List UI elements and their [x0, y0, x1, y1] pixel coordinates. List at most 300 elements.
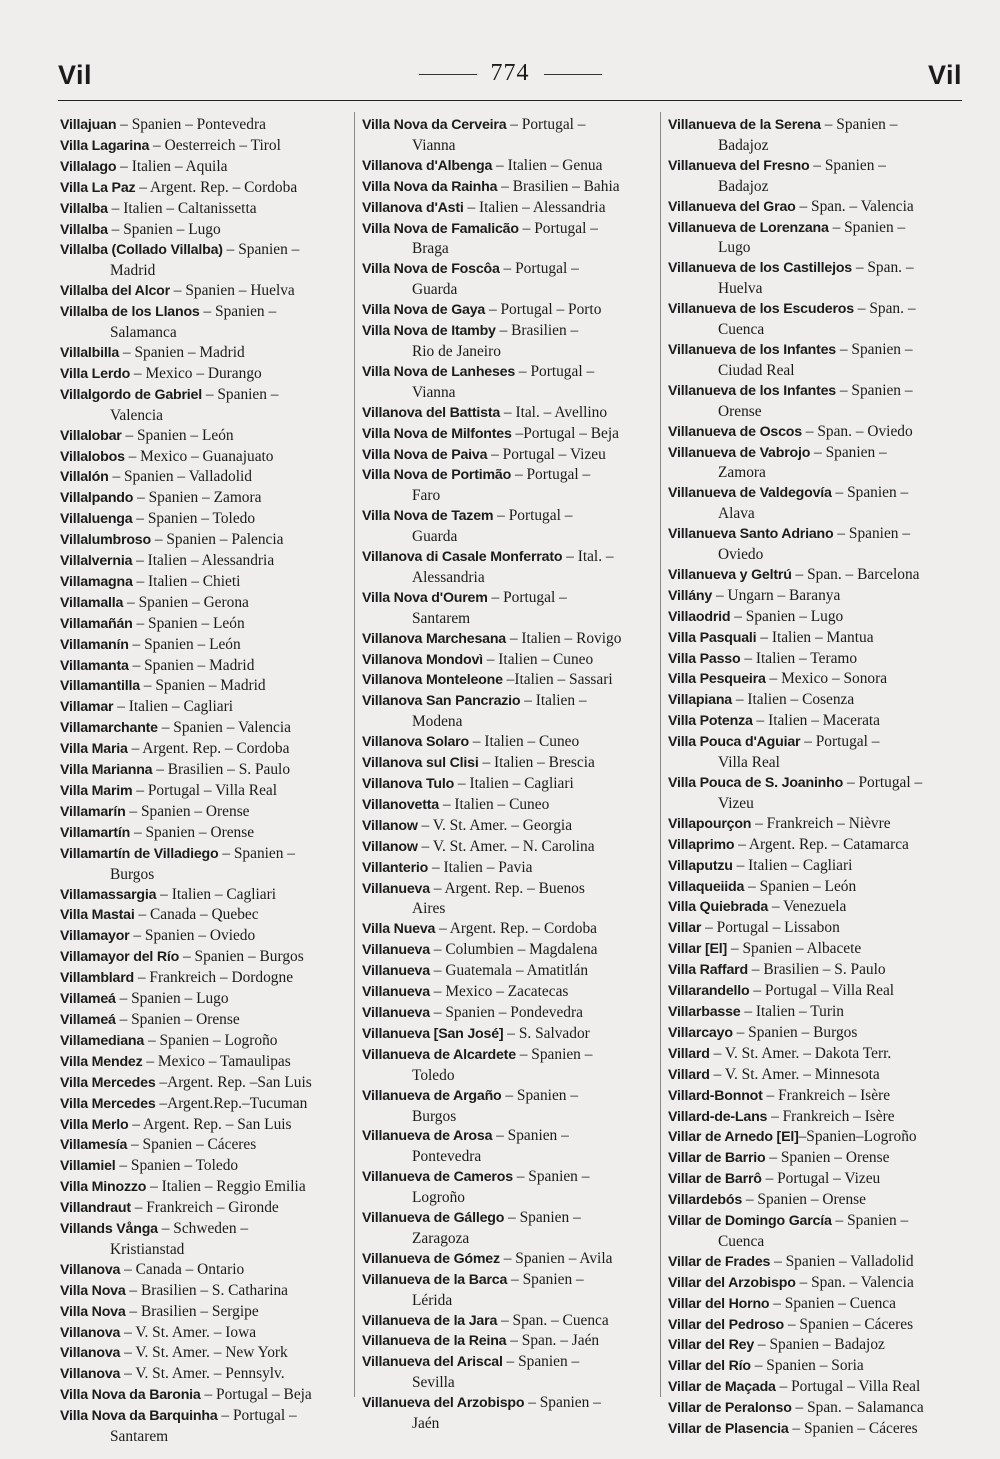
country-region: – Italien – Chieti — [132, 572, 241, 590]
gazetteer-entry — [362, 362, 652, 383]
country-region: – Spanien – Avila — [499, 1249, 613, 1267]
country-region: – Italien – Pavia — [428, 858, 533, 876]
country-region: – Brasilien – Bahia — [497, 177, 620, 195]
place-name: Villa Nova da Baronia — [60, 1387, 201, 1404]
place-name: Villanova Marchesana — [362, 630, 506, 647]
place-name: Villa Raffard — [668, 962, 748, 979]
gazetteer-entry — [668, 628, 964, 649]
country-region: – Argent. Rep. – Buenos — [429, 879, 585, 897]
gazetteer-entry — [60, 1073, 348, 1094]
country-region: – Spanien – Toledo — [115, 1157, 239, 1175]
country-region: – Spanien – León — [128, 635, 241, 653]
region-continuation: Huelva — [718, 280, 763, 298]
country-region: – V. St. Amer. – Iowa — [120, 1323, 257, 1341]
gazetteer-entry — [362, 465, 652, 486]
country-region: – Italien – Cagliari — [732, 856, 853, 874]
gazetteer-entry — [668, 1044, 964, 1065]
country-region: –Argent. Rep. –San Luis — [155, 1073, 312, 1091]
entry-continuation — [362, 712, 652, 732]
entry-continuation — [668, 545, 964, 565]
place-name: Villanueva de Gómez — [362, 1250, 500, 1267]
region-continuation: Sevilla — [412, 1374, 455, 1392]
country-region: – Spanien – — [507, 1270, 584, 1288]
country-region: – Frankreich – Nièvre — [751, 814, 891, 832]
gazetteer-entry — [668, 1065, 964, 1086]
place-name: Villanueva de Gállego — [362, 1210, 505, 1227]
place-name: Villar del Horno — [668, 1295, 770, 1312]
gazetteer-entry — [60, 926, 348, 947]
gazetteer-entry — [60, 530, 348, 551]
place-name: Villanova Tulo — [362, 776, 455, 792]
gazetteer-entry — [668, 649, 964, 670]
gazetteer-entry — [668, 814, 964, 835]
country-region: – Mexico – Tamaulipas — [142, 1052, 291, 1070]
place-name: Villanueva de los Castillejos — [668, 260, 852, 277]
place-name: Villanova sul Clisi — [362, 755, 479, 772]
gazetteer-entry — [60, 844, 348, 865]
gazetteer-entry — [60, 1406, 348, 1427]
place-name: Villanova Monteleone — [362, 672, 503, 689]
gazetteer-entry — [668, 690, 964, 711]
entry-continuation — [668, 361, 964, 381]
place-name: Villanueva de la Reina — [362, 1333, 507, 1350]
country-region: – Mexico – Guanajuato — [124, 447, 274, 465]
place-name: Villa Nova de Foscôa — [362, 261, 500, 278]
entry-continuation — [60, 261, 348, 281]
country-region: – Spanien – Palencia — [150, 531, 284, 549]
place-name: Villa La Paz — [60, 179, 136, 196]
entry-continuation — [60, 323, 348, 343]
place-name: Villamayor del Río — [60, 949, 180, 966]
country-region: – Spanien – Madrid — [139, 677, 266, 695]
country-region: – Portugal – — [511, 466, 591, 484]
country-region: – Frankreich – Isère — [762, 1086, 891, 1104]
gazetteer-entry — [60, 1135, 348, 1156]
gazetteer-entry — [362, 1045, 652, 1066]
country-region: – Italien – Genua — [492, 156, 603, 174]
gazetteer-entry — [668, 299, 964, 320]
country-region: – Portugal – — [518, 219, 598, 237]
place-name: Villa Mercedes — [60, 1074, 156, 1091]
region-continuation: Burgos — [110, 865, 155, 883]
gazetteer-entry — [362, 1167, 652, 1188]
country-region: – V. St. Amer. – Georgia — [417, 816, 573, 834]
place-name: Villanow — [362, 838, 418, 855]
column-divider-1 — [354, 112, 355, 1397]
country-region: – Span. – Valencia — [795, 197, 914, 215]
place-name: Villa Nova da Rainha — [362, 178, 498, 195]
country-region: – Spanien – — [218, 844, 296, 862]
entry-continuation — [362, 899, 652, 919]
place-name: Villamantilla — [60, 678, 140, 695]
gazetteer-entry — [668, 1148, 964, 1169]
entry-continuation — [362, 136, 652, 156]
country-region: – Portugal – Porto — [485, 301, 602, 319]
country-region: – Spanien – Lugo — [107, 220, 221, 238]
gazetteer-entry — [668, 1190, 964, 1211]
place-name: Villalgordo de Gabriel — [60, 386, 202, 403]
place-name: Villa Pouca d'Aguiar — [668, 734, 801, 751]
gazetteer-entry — [668, 1315, 964, 1336]
place-name: Villány — [668, 587, 713, 604]
country-region: – Span. – Salamanca — [791, 1399, 924, 1417]
gazetteer-entry — [60, 885, 348, 906]
gazetteer-entry — [60, 1031, 348, 1052]
gazetteer-entry — [60, 1177, 348, 1198]
country-region: – Spanien – Orense — [765, 1149, 890, 1167]
region-continuation: Cuenca — [718, 321, 765, 339]
region-continuation: Villa Real — [718, 754, 780, 772]
gazetteer-entry — [668, 1169, 964, 1190]
region-continuation: Oviedo — [718, 546, 764, 564]
country-region: – Spanien – Valladolid — [108, 468, 252, 486]
entry-continuation — [60, 406, 348, 426]
region-continuation: Santarem — [110, 1428, 169, 1446]
country-region: – Portugal – Villa Real — [132, 782, 278, 799]
place-name: Villalobar — [60, 427, 122, 444]
place-name: Villar de Domingo García — [668, 1213, 832, 1230]
country-region: – Spanien – — [515, 1045, 593, 1063]
country-region: – Mexico – Durango — [130, 364, 262, 382]
place-name: Villanueva y Geltrú — [668, 566, 792, 583]
country-region: – Portugal – — [515, 362, 595, 380]
gazetteer-entry — [668, 422, 964, 443]
gazetteer-entry — [668, 607, 964, 628]
country-region: – Italien – Mantua — [756, 628, 874, 646]
country-region: – Spanien – — [502, 1353, 580, 1371]
region-continuation: Faro — [412, 487, 441, 505]
place-name: Villalba — [60, 200, 108, 217]
region-continuation: Lugo — [718, 239, 751, 257]
gazetteer-entry — [668, 1356, 964, 1377]
gazetteer-entry — [668, 711, 964, 732]
country-region: – Spanien – — [524, 1394, 601, 1412]
gazetteer-entry — [362, 691, 652, 712]
country-region: – Spanien – Cáceres — [784, 1315, 914, 1333]
country-region: – Spanien – Lugo — [730, 607, 844, 625]
place-name: Villamartín — [60, 824, 131, 841]
gazetteer-entry — [362, 506, 652, 527]
gazetteer-entry — [668, 1023, 964, 1044]
country-region: – Brasilien – S. Paulo — [152, 761, 291, 779]
country-region: – Spanien – Madrid — [119, 343, 245, 361]
place-name: Villalvernia — [60, 553, 133, 570]
gazetteer-entry — [362, 629, 652, 650]
country-region: – Spanien – Pontevedra — [116, 116, 266, 133]
gazetteer-entry — [60, 240, 348, 261]
country-region: – Spanien – Lugo — [115, 990, 229, 1008]
country-region: – Italien – Teramo — [740, 649, 858, 667]
country-region: – Italien – Brescia — [478, 754, 595, 772]
country-region: – Spanien – Oviedo — [129, 927, 256, 945]
country-region: – Spanien – Logroño — [144, 1031, 278, 1049]
place-name: Villalba (Collado Villalba) — [60, 242, 223, 259]
gazetteer-entry — [60, 760, 348, 781]
gazetteer-entry — [60, 199, 348, 220]
column-2 — [362, 115, 652, 1434]
gazetteer-entry — [60, 343, 348, 364]
gazetteer-entry — [362, 1249, 652, 1270]
gazetteer-entry — [668, 1002, 964, 1023]
place-name: Villa Nova de Lanheses — [362, 363, 516, 380]
place-name: Villa Nova — [60, 1282, 126, 1299]
gazetteer-entry — [668, 856, 964, 877]
country-region: – Italien – Cagliari — [156, 885, 276, 903]
place-name: Villanueva de Oscos — [668, 423, 802, 440]
country-region: – Spanien – — [512, 1168, 590, 1186]
gazetteer-entry — [60, 656, 348, 677]
gazetteer-entry — [668, 258, 964, 279]
country-region: – Span. – — [851, 259, 914, 277]
place-name: Villar de Barrio — [668, 1150, 766, 1167]
place-name: Villa Nova de Tazem — [362, 508, 494, 525]
gazetteer-entry — [668, 1419, 964, 1440]
place-name: Villalba — [60, 221, 108, 238]
gazetteer-entry — [60, 905, 348, 926]
country-region: – Spanien – — [809, 156, 886, 174]
place-name: Villa Nova de Milfontes — [362, 425, 512, 442]
column-3 — [668, 115, 964, 1440]
entry-continuation — [362, 1066, 652, 1086]
country-region: – Argent. Rep. – Cordoba — [435, 920, 597, 938]
country-region: – Spanien – Orense — [742, 1191, 866, 1209]
entry-continuation — [362, 280, 652, 300]
country-region: – Frankreich – Gironde — [130, 1199, 279, 1217]
place-name: Villanueva del Ariscal — [362, 1354, 503, 1371]
country-region: – V. St. Amer. – Dakota Terr. — [709, 1044, 892, 1062]
gazetteer-entry — [60, 1156, 348, 1177]
country-region: – Spanien – — [492, 1127, 569, 1145]
place-name: Villanova di Casale Monferrato — [362, 549, 563, 566]
entry-continuation — [362, 239, 652, 259]
country-region: – Italien – Macerata — [752, 712, 881, 730]
place-name: Villa Pouca de S. Joaninho — [668, 775, 844, 791]
gazetteer-entry — [668, 524, 964, 545]
country-region: – Span. – Cuenca — [497, 1311, 609, 1329]
gazetteer-entry — [60, 1094, 348, 1115]
gazetteer-entry — [668, 1335, 964, 1356]
entry-continuation — [362, 527, 652, 547]
country-region: – Spanien – — [222, 241, 300, 259]
gazetteer-entry — [60, 178, 348, 199]
place-name: Villard — [668, 1066, 710, 1083]
place-name: Villanueva — [362, 942, 430, 959]
place-name: Villalón — [60, 469, 109, 486]
entry-continuation — [668, 794, 964, 814]
entry-continuation — [362, 1373, 652, 1393]
country-region: – Ital. – — [562, 548, 614, 566]
gazetteer-entry — [668, 897, 964, 918]
region-continuation: Cuenca — [718, 1232, 765, 1250]
country-region: – Spanien – Valencia — [157, 719, 291, 737]
country-region: – Portugal – — [217, 1407, 297, 1425]
country-region: – Mexico – Sonora — [765, 670, 888, 688]
place-name: Villard-de-Lans — [668, 1108, 768, 1125]
entry-continuation — [668, 320, 964, 340]
country-region: – Spanien – Huelva — [169, 282, 295, 300]
gazetteer-entry — [60, 572, 348, 593]
gazetteer-entry — [668, 197, 964, 218]
country-region: – Spanien – Toledo — [132, 510, 256, 528]
place-name: Villanueva de los Escuderos — [668, 301, 854, 318]
country-region: – Italien – Cagliari — [113, 698, 234, 716]
gazetteer-entry — [362, 403, 652, 424]
country-region: – Portugal – Beja — [200, 1386, 312, 1404]
place-name: Villanueva Santo Adriano — [668, 526, 834, 543]
place-name: Villanova — [60, 1345, 121, 1362]
gazetteer-entry — [60, 1198, 348, 1219]
country-region: – Italien – Caltanissetta — [107, 199, 257, 217]
entry-continuation — [362, 1147, 652, 1167]
place-name: Villanova del Battista — [362, 404, 501, 421]
place-name: Villanueva — [362, 984, 430, 1001]
country-region: – Portugal – — [499, 260, 579, 278]
gazetteer-entry — [668, 156, 964, 177]
country-region: – Portugal – — [487, 588, 567, 606]
country-region: – Spanien – Orense — [115, 1010, 240, 1028]
country-region: – Spanien – Cáceres — [127, 1136, 257, 1154]
country-region: – Portugal – — [843, 774, 923, 791]
entry-continuation — [362, 1107, 652, 1127]
header-right-catchword: Vil — [927, 60, 962, 90]
gazetteer-entry — [668, 483, 964, 504]
place-name: Villanueva de Vabrojo — [668, 444, 811, 461]
gazetteer-entry — [60, 676, 348, 697]
gazetteer-entry — [362, 219, 652, 240]
place-name: Villamarchante — [60, 720, 158, 737]
country-region: – Portugal – Lissabon — [701, 919, 840, 937]
gazetteer-entry — [60, 739, 348, 760]
gazetteer-entry — [362, 940, 652, 961]
header-left-catchword: Vil — [58, 60, 93, 90]
region-continuation: Zaragoza — [412, 1229, 470, 1247]
gazetteer-entry — [668, 939, 964, 960]
gazetteer-entry — [362, 1393, 652, 1414]
country-region: – Spanien – — [833, 525, 911, 543]
country-region: – Spanien – Cuenca — [769, 1294, 896, 1312]
gazetteer-entry — [60, 220, 348, 241]
gazetteer-entry — [60, 1323, 348, 1344]
place-name: Villamarín — [60, 803, 126, 820]
gazetteer-entry — [362, 156, 652, 177]
gazetteer-entry — [60, 1343, 348, 1364]
country-region: – Spanien – — [199, 303, 277, 321]
gazetteer-entry — [668, 918, 964, 939]
country-region: – Italien – Alessandria — [463, 198, 606, 216]
gazetteer-entry — [60, 1385, 348, 1406]
place-name: Villamblard — [60, 970, 135, 987]
place-name: Villamañán — [60, 615, 133, 632]
place-name: Villaqueiida — [668, 878, 745, 895]
country-region: – Spanien – Gerona — [123, 593, 249, 611]
country-region: – Frankreich – Isère — [767, 1107, 895, 1125]
gazetteer-entry — [60, 635, 348, 656]
country-region: – Oesterreich – Tirol — [149, 136, 281, 154]
gazetteer-entry — [60, 1260, 348, 1281]
gazetteer-entry — [362, 1352, 652, 1373]
place-name: Villarandello — [668, 983, 750, 1000]
country-region: – Spanien – Pondevedra — [429, 1003, 583, 1021]
place-name: Villar del Pedroso — [668, 1316, 784, 1333]
country-region: – Span. – — [853, 300, 916, 318]
gazetteer-entry — [60, 823, 348, 844]
place-name: Villar de Maçada — [668, 1379, 776, 1396]
gazetteer-entry — [362, 259, 652, 280]
gazetteer-entry — [362, 177, 652, 198]
place-name: Villanova Solaro — [362, 734, 469, 751]
place-name: Villalumbroso — [60, 532, 151, 549]
place-name: Villa Merlo — [60, 1116, 129, 1133]
entry-continuation — [60, 865, 348, 885]
place-name: Villands Vånga — [60, 1221, 158, 1238]
place-name: Villanueva de la Barca — [362, 1271, 508, 1288]
place-name: Villanova San Pancrazio — [362, 693, 521, 710]
country-region: – Span. – Valencia — [795, 1273, 914, 1291]
country-region: – V. St. Amer. – Pennsylv. — [120, 1365, 285, 1383]
place-name: Villapiana — [668, 692, 732, 709]
country-region: – Spanien – Orense — [130, 823, 255, 841]
place-name: Villa Marim — [60, 783, 133, 799]
gazetteer-entry — [668, 773, 964, 794]
gazetteer-entry — [362, 670, 652, 691]
gazetteer-entry — [362, 115, 652, 136]
country-region: – Venezuela — [768, 898, 847, 916]
region-continuation: Jaén — [412, 1415, 440, 1433]
place-name: Villa Mastai — [60, 907, 135, 924]
place-name: Villar del Arzobispo — [668, 1274, 796, 1291]
gazetteer-entry — [668, 835, 964, 856]
gazetteer-entry — [362, 1003, 652, 1024]
gazetteer-entry — [362, 1311, 652, 1332]
country-region: – Spanien – — [836, 381, 913, 399]
country-region: – Spanien – Badajoz — [754, 1336, 885, 1354]
country-region: – Spanien – León — [132, 614, 245, 632]
gazetteer-entry — [60, 697, 348, 718]
place-name: Villa Pasquali — [668, 629, 757, 646]
region-continuation: Rio de Janeiro — [412, 342, 501, 360]
place-name: Villa Minozzo — [60, 1179, 147, 1196]
entry-continuation — [668, 136, 964, 156]
entry-continuation — [60, 1427, 348, 1447]
country-region: – Italien – Cosenza — [731, 691, 855, 709]
gazetteer-entry — [362, 1024, 652, 1045]
gazetteer-entry — [362, 424, 652, 445]
entry-continuation — [362, 486, 652, 506]
entry-continuation — [668, 402, 964, 422]
place-name: Villamassargia — [60, 886, 157, 903]
place-name: Villa Nova de Portimão — [362, 467, 512, 484]
column-divider-2 — [660, 112, 661, 1397]
gazetteer-entry — [362, 795, 652, 816]
gazetteer-entry — [60, 1302, 348, 1323]
place-name: Villanueva de Argaño — [362, 1087, 502, 1104]
region-continuation: Orense — [718, 402, 762, 420]
gazetteer-entry — [60, 947, 348, 968]
entry-continuation — [362, 342, 652, 362]
place-name: Villamayor — [60, 928, 130, 945]
country-region: – Brasilien – S. Catharina — [125, 1281, 288, 1299]
country-region: – Spanien – Madrid — [128, 656, 255, 674]
place-name: Villanueva de la Jara — [362, 1312, 498, 1329]
gazetteer-entry — [60, 385, 348, 406]
gazetteer-entry — [362, 588, 652, 609]
region-continuation: Burgos — [412, 1107, 457, 1125]
country-region: – Argent. Rep. – Cordoba — [135, 178, 298, 196]
gazetteer-entry — [668, 1398, 964, 1419]
place-name: Villanueva del Fresno — [668, 157, 810, 174]
place-name: Villarcayo — [668, 1024, 733, 1041]
gazetteer-entry — [668, 1273, 964, 1294]
